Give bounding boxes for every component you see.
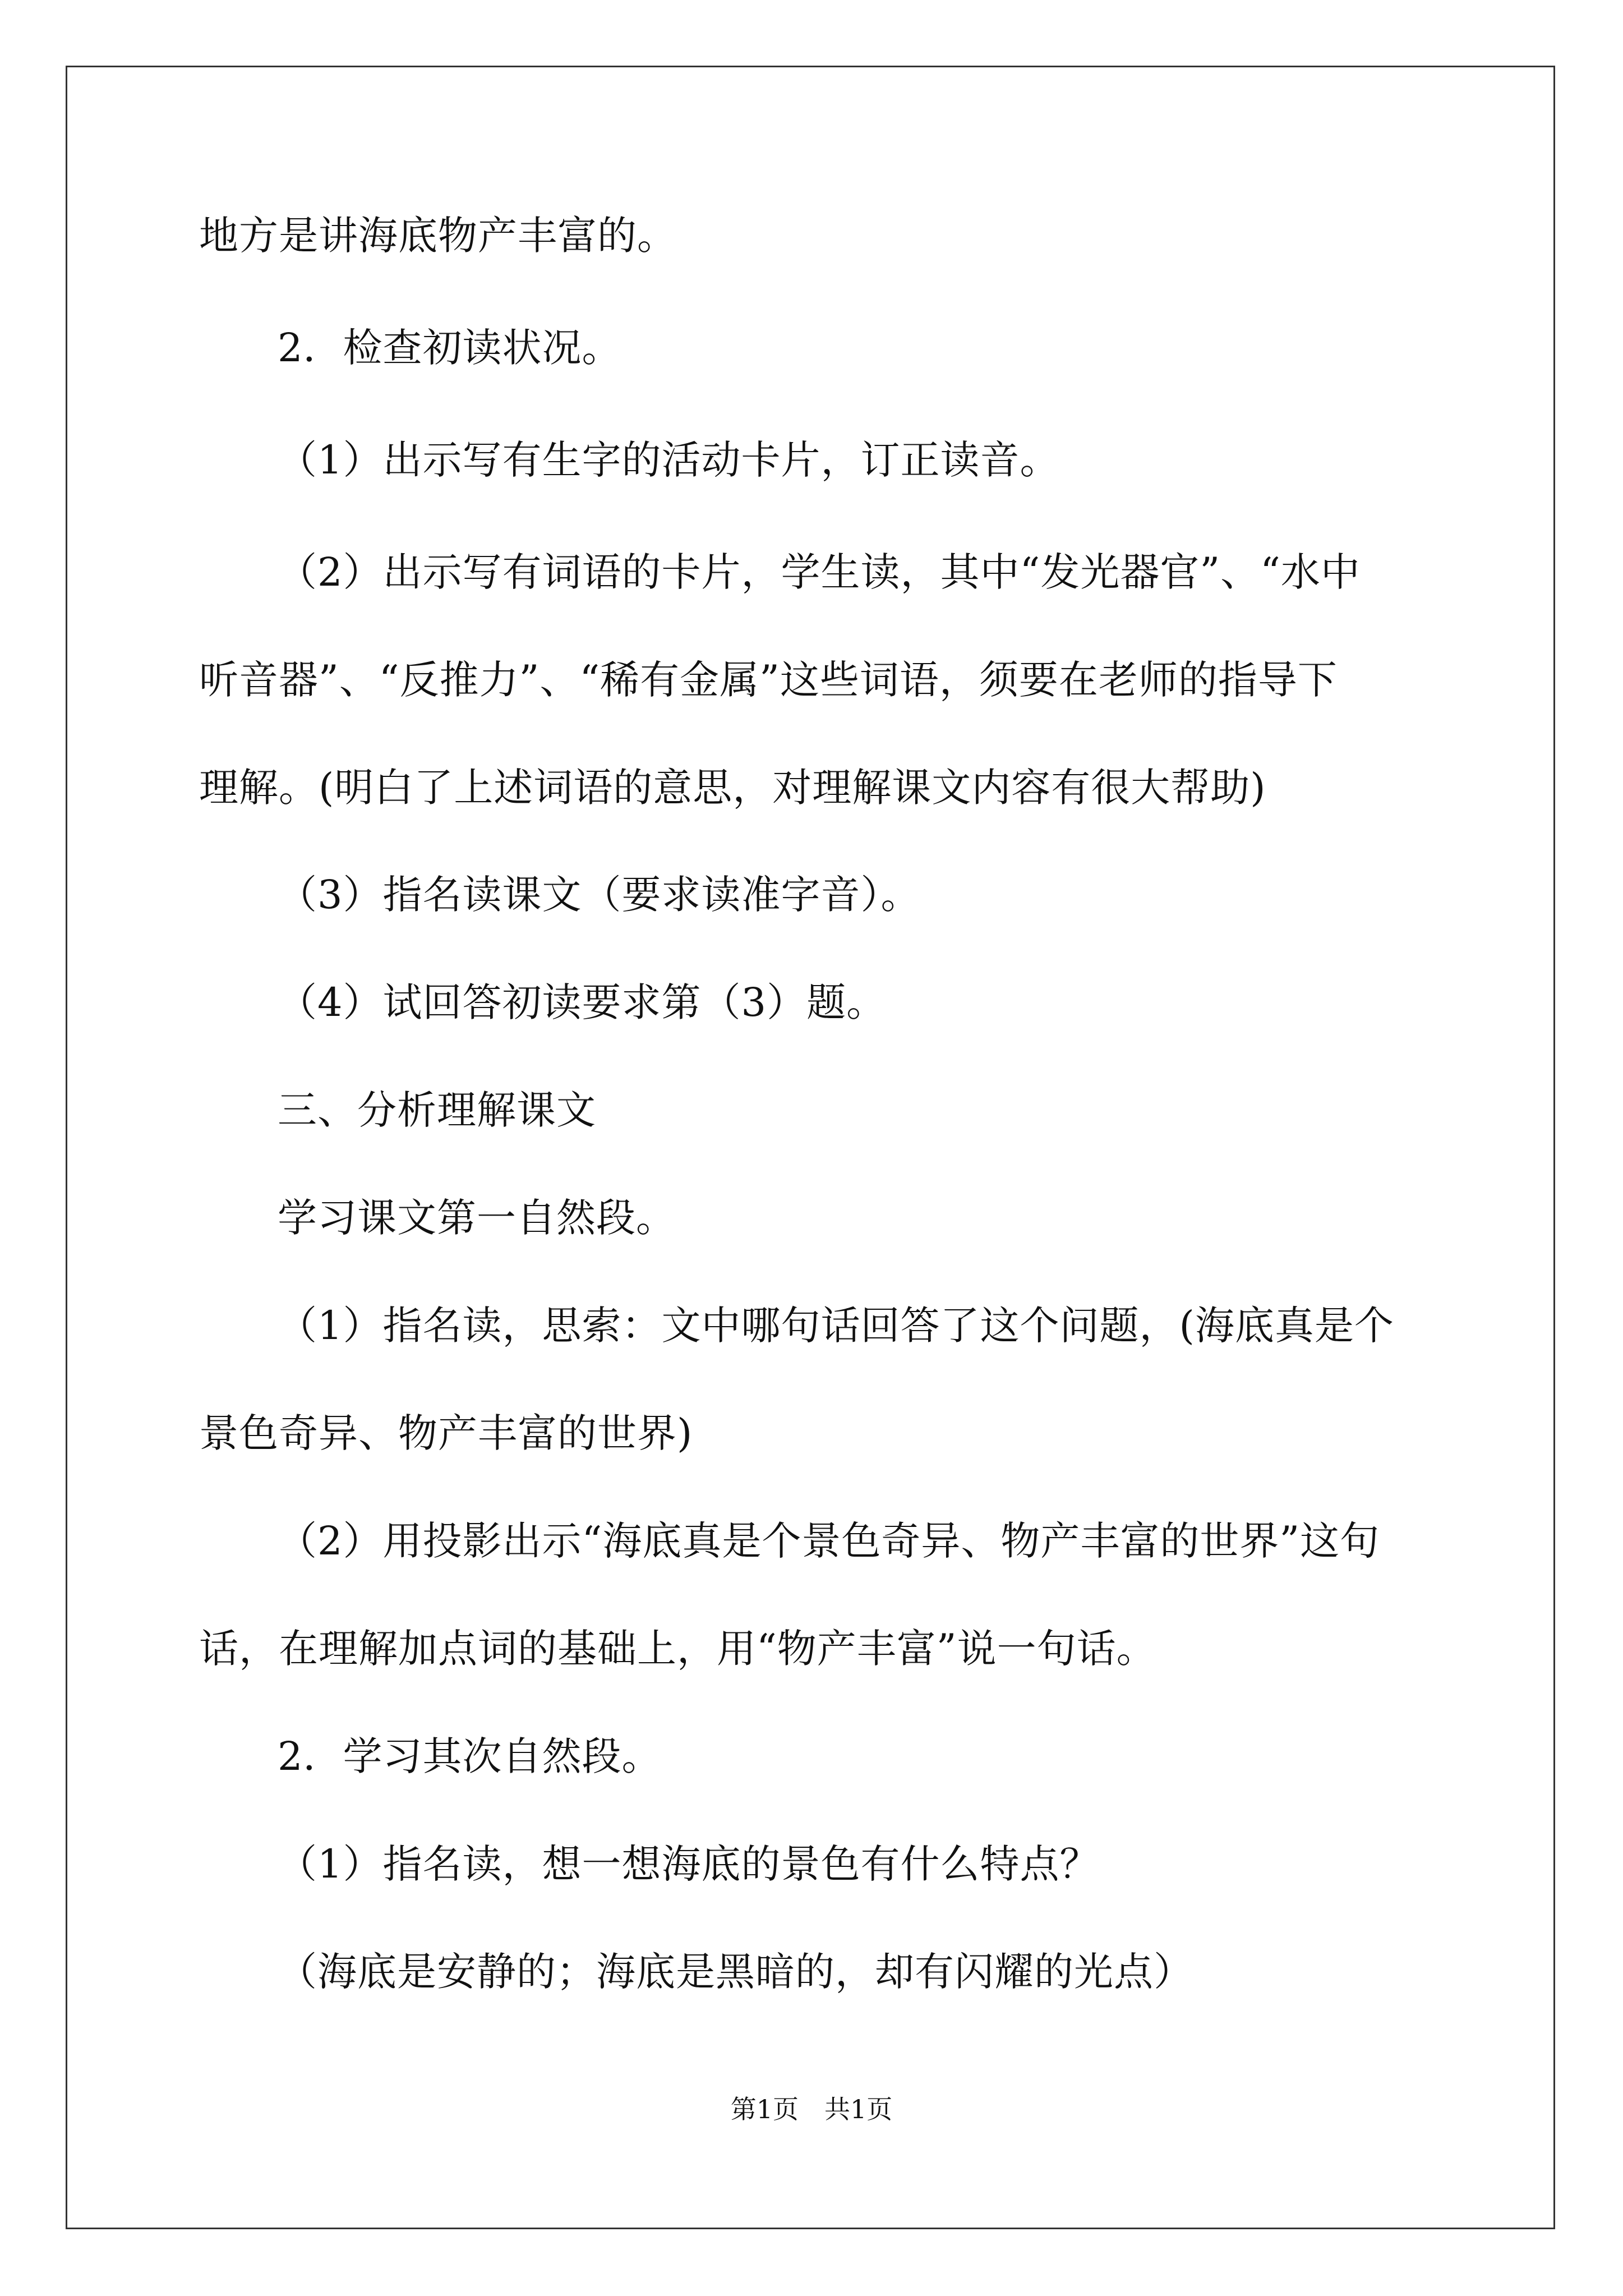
text-line: （4）试回答初读要求第（3）题。 — [278, 979, 887, 1025]
text-line: （海底是安静的；海底是黑暗的，却有闪耀的光点） — [278, 1949, 1193, 1995]
text-line: （2）出示写有词语的卡片，学生读，其中“发光器官”、“水中 — [278, 549, 1361, 595]
text-line: （1）指名读，思索：文中哪句话回答了这个问题，(海底真是个 — [278, 1303, 1394, 1349]
text-line: 景色奇异、物产丰富的世界) — [199, 1410, 693, 1456]
text-line: 话，在理解加点词的基础上，用“物产丰富”说一句话。 — [199, 1626, 1156, 1672]
text-line: （1）指名读，想一想海底的景色有什么特点？ — [278, 1841, 1100, 1887]
text-line: （1）出示写有生字的活动卡片，订正读音。 — [278, 437, 1060, 483]
page-frame — [66, 66, 1555, 2229]
text-line: 理解。(明白了上述词语的意思，对理解课文内容有很大帮助) — [199, 765, 1266, 811]
text-line: （3）指名读课文（要求读准字音）。 — [278, 872, 921, 918]
text-line: 2．检查初读状况。 — [278, 325, 622, 371]
section-heading: 三、分析理解课文 — [278, 1087, 596, 1133]
text-line: 地方是讲海底物产丰富的。 — [199, 213, 677, 259]
page-number: 第1页 共1页 — [730, 2094, 893, 2124]
text-line: 听音器”、“反推力”、“稀有金属”这些词语，须要在老师的指导下 — [199, 657, 1338, 703]
text-line: 学习课文第一自然段。 — [278, 1195, 676, 1241]
text-line: （2）用投影出示“海底真是个景色奇异、物产丰富的世界”这句 — [278, 1518, 1380, 1564]
text-line: 2．学习其次自然段。 — [278, 1733, 662, 1779]
